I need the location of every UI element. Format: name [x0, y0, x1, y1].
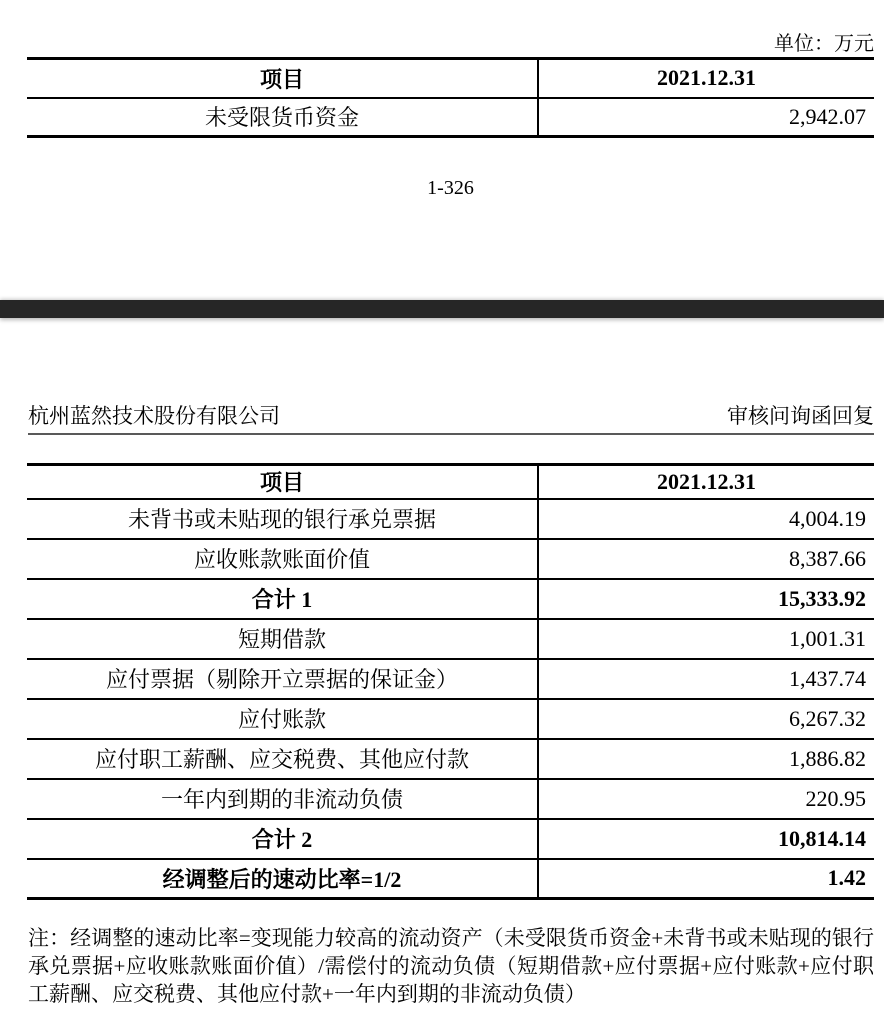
table-row: [27, 779, 874, 819]
item-cell: 合计 2: [27, 819, 538, 859]
item-cell: 经调整后的速动比率=1/2: [27, 859, 538, 899]
table-row: [27, 499, 874, 539]
value-cell: 10,814.14: [538, 819, 874, 859]
table-row: [27, 859, 874, 899]
item-cell: 未背书或未贴现的银行承兑票据: [27, 499, 538, 539]
doc-title: 审核问询函回复: [727, 404, 874, 428]
page-break-bar: [0, 300, 884, 318]
value-cell: 8,387.66: [538, 539, 874, 579]
restricted-cash-table: [27, 57, 874, 138]
table-row: [27, 819, 874, 859]
footnote: 注：经调整的速动比率=变现能力较高的流动资产（未受限货币资金+未背书或未贴现的银行承兑票据+应收账款账面价值）/需偿付的流动负债（短期借款+应付票据+应付账款+应付职工薪酬、应交税费、其他应付款+一年内到期的非流动负债）: [28, 926, 874, 1006]
value-cell: 4,004.19: [789, 505, 866, 531]
item-cell: 应付账款: [27, 699, 538, 739]
table-row: [27, 699, 874, 739]
item-cell: 短期借款: [27, 619, 538, 659]
item-column-header: 项目: [27, 465, 538, 499]
item-cell: 应收账款账面价值: [27, 539, 538, 579]
company-name: 杭州蓝然技术股份有限公司: [28, 404, 280, 428]
table-row: [27, 739, 874, 779]
quick-ratio-table: [27, 463, 874, 900]
date-column-header: 2021.12.31: [538, 59, 874, 98]
table-header-row: [27, 465, 874, 499]
item-cell: 一年内到期的非流动负债: [27, 779, 538, 819]
table-row: [27, 98, 874, 137]
table-row: [27, 659, 874, 699]
item-cell: 未受限货币资金: [27, 98, 538, 137]
item-cell: 应付票据（剔除开立票据的保证金）: [27, 659, 538, 699]
value-cell: 15,333.92: [538, 579, 874, 619]
date-column-header: 2021.12.31: [538, 465, 874, 499]
table-header-row: [27, 59, 874, 98]
value-cell: 1,001.31: [538, 619, 874, 659]
doc-header: [28, 404, 874, 435]
value-cell: 2,942.07: [789, 103, 866, 129]
item-cell: 应付职工薪酬、应交税费、其他应付款: [27, 739, 538, 779]
table-row: [27, 619, 874, 659]
unit-label: 单位：万元: [774, 33, 874, 55]
item-column-header: 项目: [27, 59, 538, 98]
table-row: [27, 539, 874, 579]
value-cell: 220.95: [538, 779, 874, 819]
table-row: [27, 579, 874, 619]
page-number: 1-326: [427, 177, 474, 199]
value-cell: 1,886.82: [538, 739, 874, 779]
value-cell: 1,437.74: [538, 659, 874, 699]
value-cell: 6,267.32: [538, 699, 874, 739]
item-cell: 合计 1: [27, 579, 538, 619]
value-cell: 1.42: [538, 859, 874, 899]
